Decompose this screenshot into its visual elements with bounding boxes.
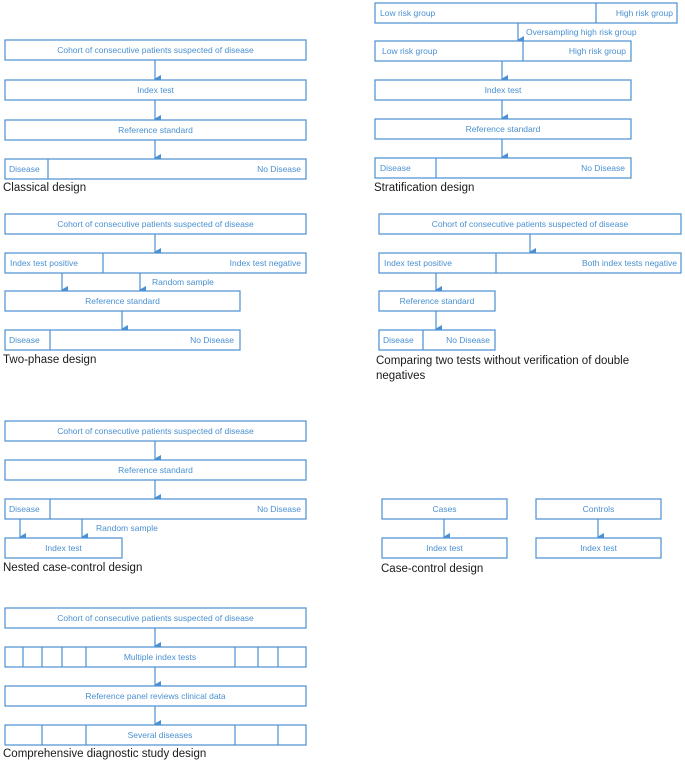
nested-case-control-panel: [3, 421, 306, 574]
cc-caption: Case-control design: [381, 563, 484, 575]
strat-caption: Stratification design: [374, 182, 475, 194]
cc-index-controls-label: Index test: [580, 543, 617, 553]
nested-random-note: Random sample: [96, 523, 158, 533]
comp-caption: Comprehensive diagnostic study design: [3, 748, 207, 760]
twotests-positive-label: Index test positive: [384, 258, 453, 268]
nested-caption: Nested case-control design: [3, 562, 143, 574]
comp-panel-label: Reference panel reviews clinical data: [85, 691, 226, 701]
classical-cohort-label: Cohort of consecutive patients suspected of disease: [57, 45, 254, 55]
comp-multiple-label: Multiple index tests: [123, 652, 197, 662]
strat-low-risk-label: Low risk group: [382, 46, 438, 56]
strat-disease-label: Disease: [380, 163, 411, 173]
classical-caption: Classical design: [3, 182, 87, 194]
two-tests-design-panel: [376, 214, 681, 382]
strat-high-risk-top-label: High risk group: [615, 8, 673, 18]
twophase-reference-label: Reference standard: [85, 296, 160, 306]
strat-high-risk-label: High risk group: [568, 46, 626, 56]
nested-reference-label: Reference standard: [118, 465, 193, 475]
classical-index-label: Index test: [137, 85, 174, 95]
classical-disease-label: Disease: [9, 164, 40, 174]
twotests-both-negative-label: Both index tests negative: [582, 258, 677, 268]
cc-controls-label: Controls: [582, 504, 615, 514]
twotests-reference-label: Reference standard: [399, 296, 475, 306]
nested-index-label: Index test: [45, 543, 82, 553]
twophase-positive-label: Index test positive: [10, 258, 79, 268]
nested-no-disease-label: No Disease: [257, 504, 301, 514]
nested-disease-label: Disease: [9, 504, 40, 514]
twotests-caption-line2: negatives: [376, 370, 426, 382]
classical-design-panel: [3, 40, 306, 194]
cc-index-cases-label: Index test: [426, 543, 463, 553]
cc-cases-label: Cases: [432, 504, 457, 514]
classical-no-disease-label: No Disease: [257, 164, 301, 174]
twophase-cohort-label: Cohort of consecutive patients suspected of disease: [57, 219, 254, 229]
stratification-design-panel: [374, 3, 677, 194]
strat-index-label: Index test: [484, 85, 522, 95]
comprehensive-design-panel: [3, 608, 306, 760]
twophase-random-note: Random sample: [152, 277, 214, 287]
strat-low-risk-top-label: Low risk group: [380, 8, 436, 18]
strat-oversampling-note: Oversampling high risk group: [526, 27, 637, 37]
twophase-disease-label: Disease: [9, 335, 40, 345]
comp-several-label: Several diseases: [127, 730, 193, 740]
classical-reference-label: Reference standard: [118, 125, 193, 135]
twotests-disease-label: Disease: [383, 335, 414, 345]
twophase-negative-label: Index test negative: [229, 258, 301, 268]
twophase-caption: Two-phase design: [3, 354, 97, 366]
twotests-no-disease-label: No Disease: [446, 335, 490, 345]
nested-cohort-label: Cohort of consecutive patients suspected of disease: [57, 426, 254, 436]
strat-no-disease-label: No Disease: [581, 163, 625, 173]
twotests-caption-line1: Comparing two tests without verification of double: [376, 355, 630, 367]
strat-reference-label: Reference standard: [465, 124, 541, 134]
two-phase-design-panel: [3, 214, 306, 366]
twophase-no-disease-label: No Disease: [190, 335, 234, 345]
case-control-panel: [381, 499, 661, 575]
comp-cohort-label: Cohort of consecutive patients suspected of disease: [57, 613, 254, 623]
twotests-cohort-label: Cohort of consecutive patients suspected of disease: [431, 219, 629, 229]
